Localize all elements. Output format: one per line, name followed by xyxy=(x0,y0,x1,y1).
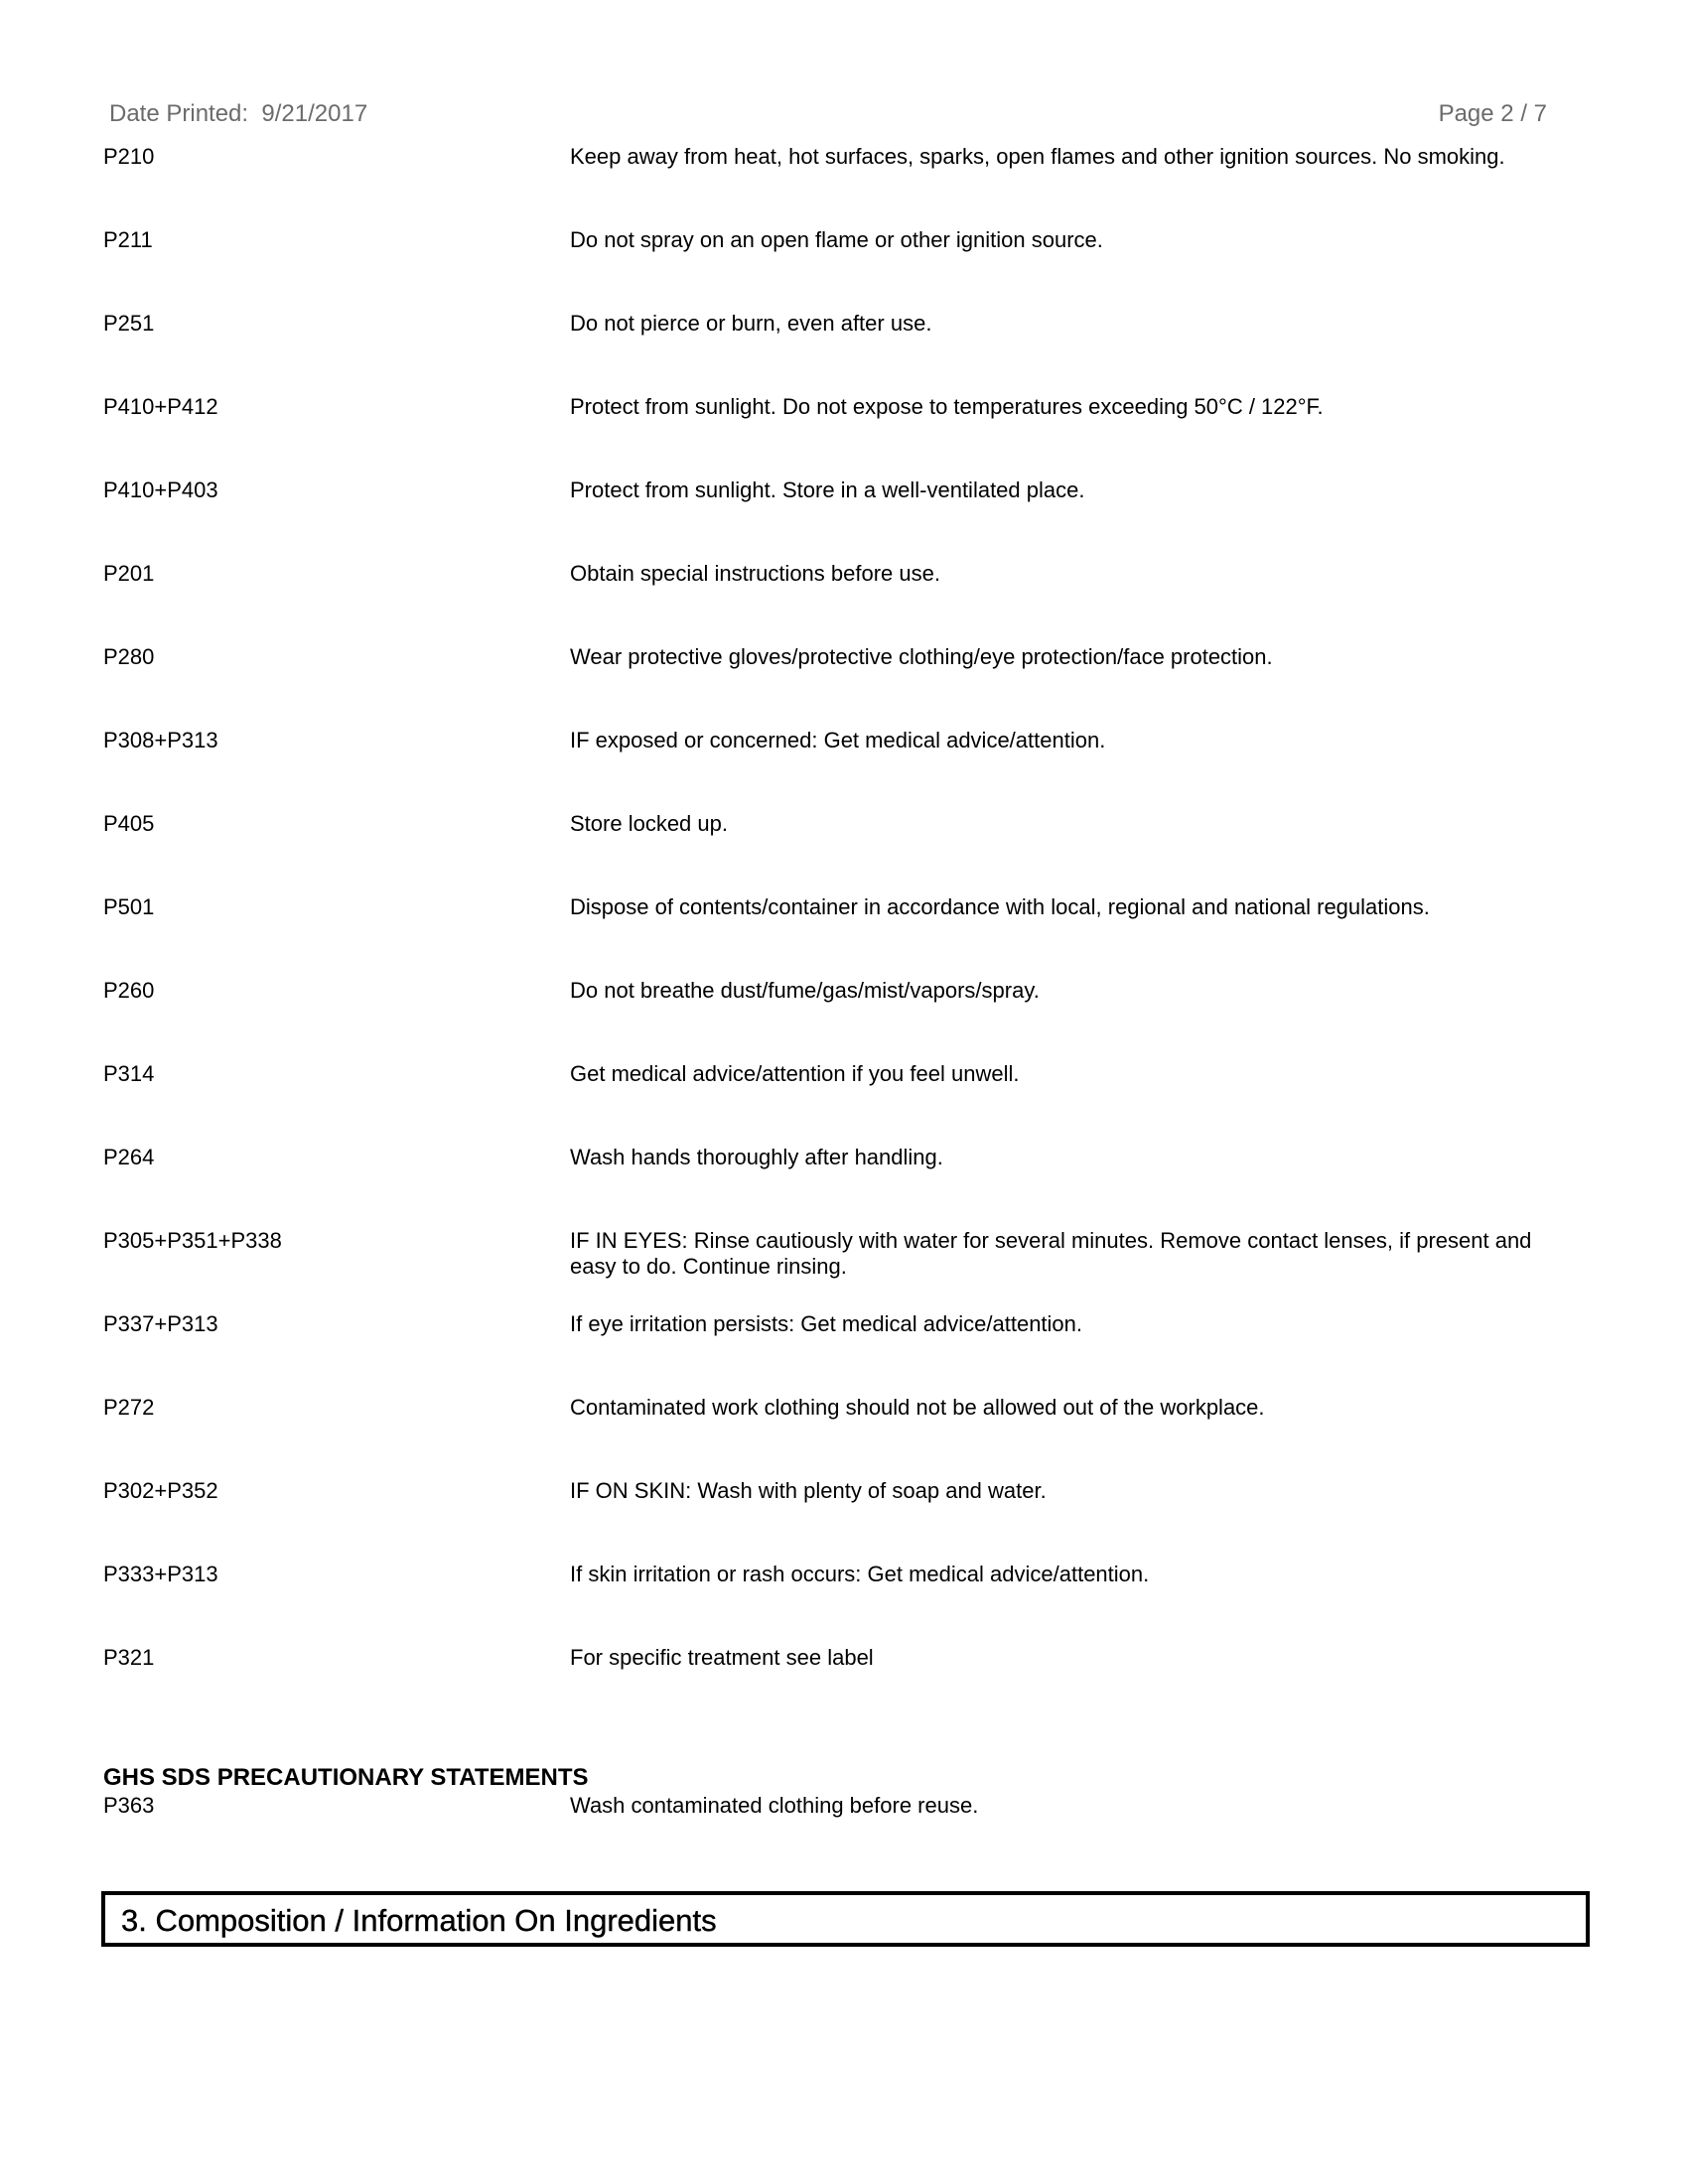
statement-code: P321 xyxy=(103,1645,155,1670)
statement-code: P211 xyxy=(103,227,153,252)
statement-row xyxy=(103,1478,1573,1562)
statement-text: For specific treatment see label xyxy=(570,1645,874,1670)
statement-text: If skin irritation or rash occurs: Get medical advice/attention. xyxy=(570,1562,1150,1586)
statement-row xyxy=(103,478,1573,561)
statement-text: IF ON SKIN: Wash with plenty of soap and water. xyxy=(570,1478,1047,1503)
statement-text: Do not spray on an open flame or other ignition source. xyxy=(570,227,1103,252)
statement-code: P405 xyxy=(103,811,155,836)
statement-code: P210 xyxy=(103,144,155,169)
statement-row xyxy=(103,728,1573,811)
statement-row xyxy=(103,1395,1573,1478)
statement-text: Protect from sunlight. Store in a well-ventilated place. xyxy=(570,478,1085,502)
ghs-statements-heading: GHS SDS PRECAUTIONARY STATEMENTS xyxy=(103,1764,589,1791)
statement-text: Protect from sunlight. Do not expose to temperatures exceeding 50°C / 122°F. xyxy=(570,394,1324,419)
statement-text: Store locked up. xyxy=(570,811,728,836)
statement-row xyxy=(103,1061,1573,1145)
statement-row xyxy=(103,644,1573,728)
statement-code: P272 xyxy=(103,1395,155,1420)
statement-text: If eye irritation persists: Get medical advice/attention. xyxy=(570,1311,1083,1336)
statement-row xyxy=(103,978,1573,1061)
statement-code: P333+P313 xyxy=(103,1562,218,1586)
statement-text: Keep away from heat, hot surfaces, sparks, open flames and other ignition sources. No smoking. xyxy=(570,144,1505,169)
statement-code: P363 xyxy=(103,1793,155,1818)
statement-row xyxy=(103,1228,1573,1311)
statement-text: IF IN EYES: Rinse cautiously with water for several minutes. Remove contact lenses, if present and easy to do. Continue rinsing. xyxy=(570,1228,1532,1279)
statement-code: P501 xyxy=(103,894,155,919)
page-number: Page 2 / 7 xyxy=(1438,100,1547,127)
statement-text: Do not breathe dust/fume/gas/mist/vapors/spray. xyxy=(570,978,1040,1003)
statement-row xyxy=(103,1311,1573,1395)
statement-text: Do not pierce or burn, even after use. xyxy=(570,311,932,336)
statement-row xyxy=(103,227,1573,311)
statement-text: Dispose of contents/container in accordance with local, regional and national regulations. xyxy=(570,894,1430,919)
statement-row xyxy=(103,394,1573,478)
precautionary-statements-list xyxy=(103,144,1573,1728)
ghs-statement-row xyxy=(103,1793,1573,1823)
statement-text: Wash hands thoroughly after handling. xyxy=(570,1145,943,1169)
statement-code: P251 xyxy=(103,311,155,336)
statement-text: Contaminated work clothing should not be allowed out of the workplace. xyxy=(570,1395,1265,1420)
statement-code: P308+P313 xyxy=(103,728,218,752)
section-title: 3. Composition / Information On Ingredients xyxy=(121,1903,717,1938)
statement-code: P410+P412 xyxy=(103,394,218,419)
statement-row xyxy=(103,1145,1573,1228)
statement-code: P305+P351+P338 xyxy=(103,1228,282,1253)
statement-row xyxy=(103,561,1573,644)
statement-code: P280 xyxy=(103,644,155,669)
statement-row xyxy=(103,311,1573,394)
page-header xyxy=(109,100,1547,134)
statement-code: P201 xyxy=(103,561,155,586)
date-printed: Date Printed: 9/21/2017 xyxy=(109,100,368,127)
statement-code: P410+P403 xyxy=(103,478,218,502)
statement-text: Get medical advice/attention if you feel unwell. xyxy=(570,1061,1020,1086)
statement-row xyxy=(103,1562,1573,1645)
statement-code: P314 xyxy=(103,1061,155,1086)
statement-text: Obtain special instructions before use. xyxy=(570,561,940,586)
statement-text: IF exposed or concerned: Get medical advice/attention. xyxy=(570,728,1106,752)
statement-row xyxy=(103,1645,1573,1728)
statement-code: P302+P352 xyxy=(103,1478,218,1503)
statement-row xyxy=(103,894,1573,978)
statement-code: P264 xyxy=(103,1145,155,1169)
statement-row xyxy=(103,811,1573,894)
statement-text: Wear protective gloves/protective clothing/eye protection/face protection. xyxy=(570,644,1273,669)
statement-code: P260 xyxy=(103,978,155,1003)
statement-row xyxy=(103,144,1573,227)
statement-text: Wash contaminated clothing before reuse. xyxy=(570,1793,979,1818)
statement-code: P337+P313 xyxy=(103,1311,218,1336)
section-header-box xyxy=(101,1891,1590,1947)
